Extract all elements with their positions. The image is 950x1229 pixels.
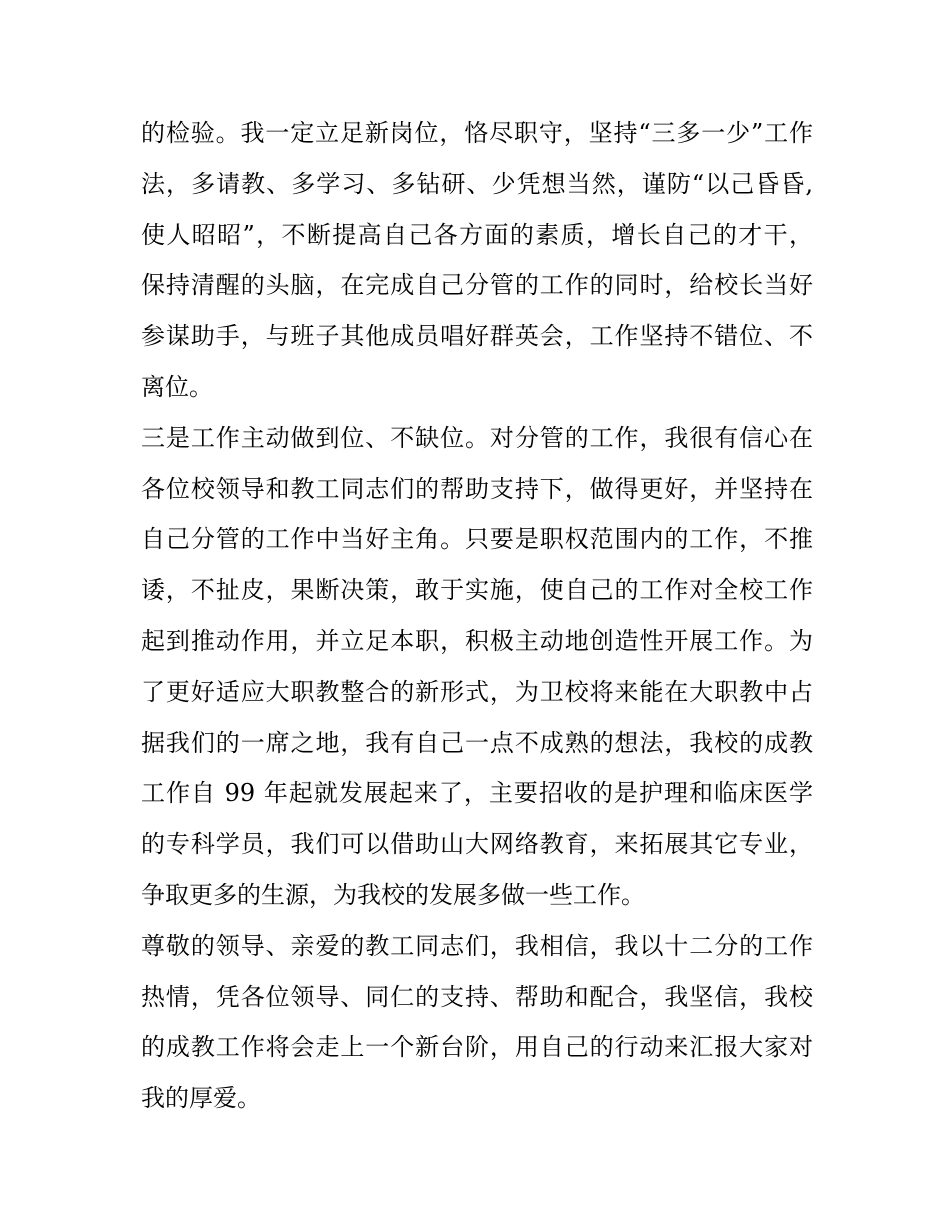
text-line: 法，多请教、多学习、多钻研、少凭想当然，谨防“以己昏昏, — [141, 169, 813, 198]
text-line: 三是工作主动做到位、不缺位。对分管的工作，我很有信心在 — [141, 423, 813, 452]
text-line: 了更好适应大职教整合的新形式，为卫校将来能在大职教中占 — [141, 677, 813, 706]
text-line: 参谋助手，与班子其他成员唱好群英会，工作坚持不错位、不 — [141, 322, 813, 351]
text-line: 使人昭昭”，不断提高自己各方面的素质，增长自己的才干， — [141, 220, 813, 249]
text-line: 争取更多的生源，为我校的发展多做一些工作。 — [141, 880, 645, 909]
text-line: 我的厚爱。 — [141, 1084, 261, 1113]
body-text — [141, 108, 813, 1124]
text-line: 据我们的一席之地，我有自己一点不成熟的想法，我校的成教 — [141, 728, 813, 757]
paragraph — [141, 413, 813, 921]
text-line: 尊敬的领导、亲爱的教工同志们，我相信，我以十二分的工作 — [141, 931, 813, 960]
text-line: 诿，不扯皮，果断决策，敢于实施，使自己的工作对全校工作 — [141, 576, 813, 605]
text-line: 工作自 99 年起就发展起来了，主要招收的是护理和临床医学 — [141, 779, 813, 808]
text-line: 热情，凭各位领导、同仁的支持、帮助和配合，我坚信，我校 — [141, 982, 813, 1011]
text-line: 的专科学员，我们可以借助山大网络教育，来拓展其它专业， — [141, 830, 813, 859]
text-line: 的检验。我一定立足新岗位，恪尽职守，坚持“三多一少”工作 — [141, 119, 813, 147]
text-line: 保持清醒的头脑，在完成自己分管的工作的同时，给校长当好 — [141, 271, 813, 300]
paragraph — [141, 921, 813, 1124]
text-line: 的成教工作将会走上一个新台阶，用自己的行动来汇报大家对 — [141, 1033, 813, 1062]
paragraph — [141, 108, 813, 413]
text-line: 各位校领导和教工同志们的帮助支持下，做得更好，并坚持在 — [141, 474, 813, 503]
text-line: 起到推动作用，并立足本职，积极主动地创造性开展工作。为 — [141, 626, 813, 655]
text-line: 自己分管的工作中当好主角。只要是职权范围内的工作，不推 — [141, 525, 813, 554]
text-line: 离位。 — [141, 372, 213, 401]
